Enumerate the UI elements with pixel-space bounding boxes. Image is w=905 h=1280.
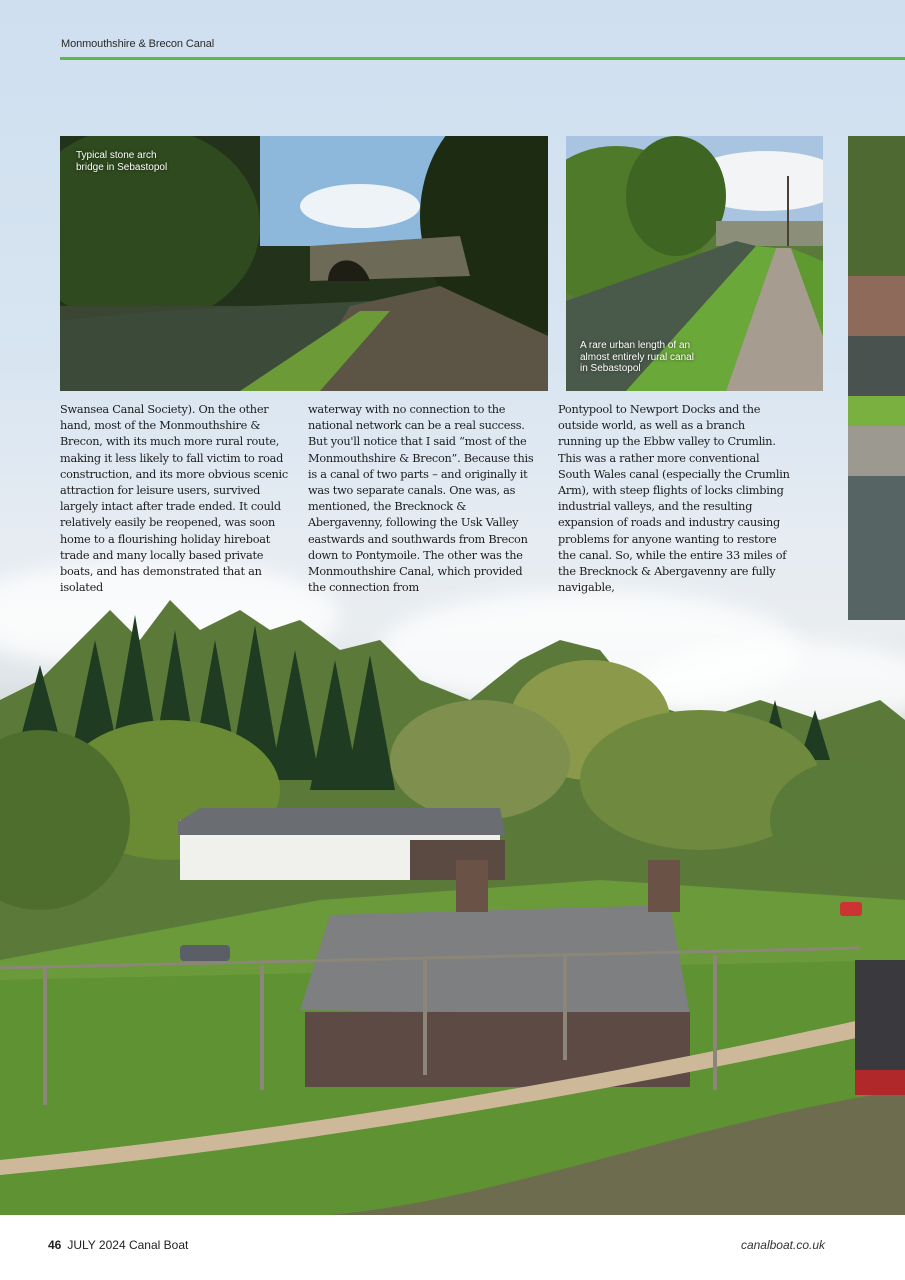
lock-photo-edge (848, 136, 905, 620)
footer-issue (48, 1238, 188, 1252)
stone-arch-bridge-photo (60, 136, 548, 391)
article-column-1: Swansea Canal Society). On the other hand, most of the Monmouthshire & Brecon, with its much more rural route, making it less likely to fall victim to road construction, and its more obvious scenic attraction for leisure users, survived largely intact after trade ended. It could relatively easily be reopened, was soon home to a flourishing holiday hireboat trade and many locally based private boats, and has demonstrated that an isolated (60, 403, 288, 595)
urban-canal-photo (566, 136, 823, 391)
section-title: Monmouthshire & Brecon Canal (61, 38, 215, 50)
website-link[interactable]: canalboat.co.uk (740, 1238, 825, 1252)
article-column-3: Pontypool to Newport Docks and the outside world, as well as a branch running up the Ebbw valley to Crumlin. This was a rather more conventional South Wales canal (especially the Crumlin Arm), with steep flights of locks climbing industrial valleys, and the resulting expansion of roads and industry causing problems for anyone wanting to restore the canal. So, while the entire 33 miles of the Brecknock & Abergavenny are fully navigable, (558, 403, 790, 595)
header-rule (60, 57, 905, 60)
urban-caption: A rare urban length of an almost entirely rural canal in Sebastopol (580, 340, 694, 374)
page-number: 46 (48, 1238, 62, 1252)
article-column-2: waterway with no connection to the national network can be a real success. But you'll notice that I said “most of the Monmouthshire & Brecon”. Because this is a canal of two parts – and originally it was two separate canals. One was, as mentioned, the Brecknock & Abergavenny, following the Usk Valley eastwards and southwards from Brecon down to Pontymoile. The other was the Monmouthshire Canal, which provided the connection from (308, 403, 534, 595)
bridge-caption: Typical stone arch bridge in Sebastopol (76, 150, 168, 173)
issue-label: JULY 2024 Canal Boat (67, 1238, 189, 1252)
